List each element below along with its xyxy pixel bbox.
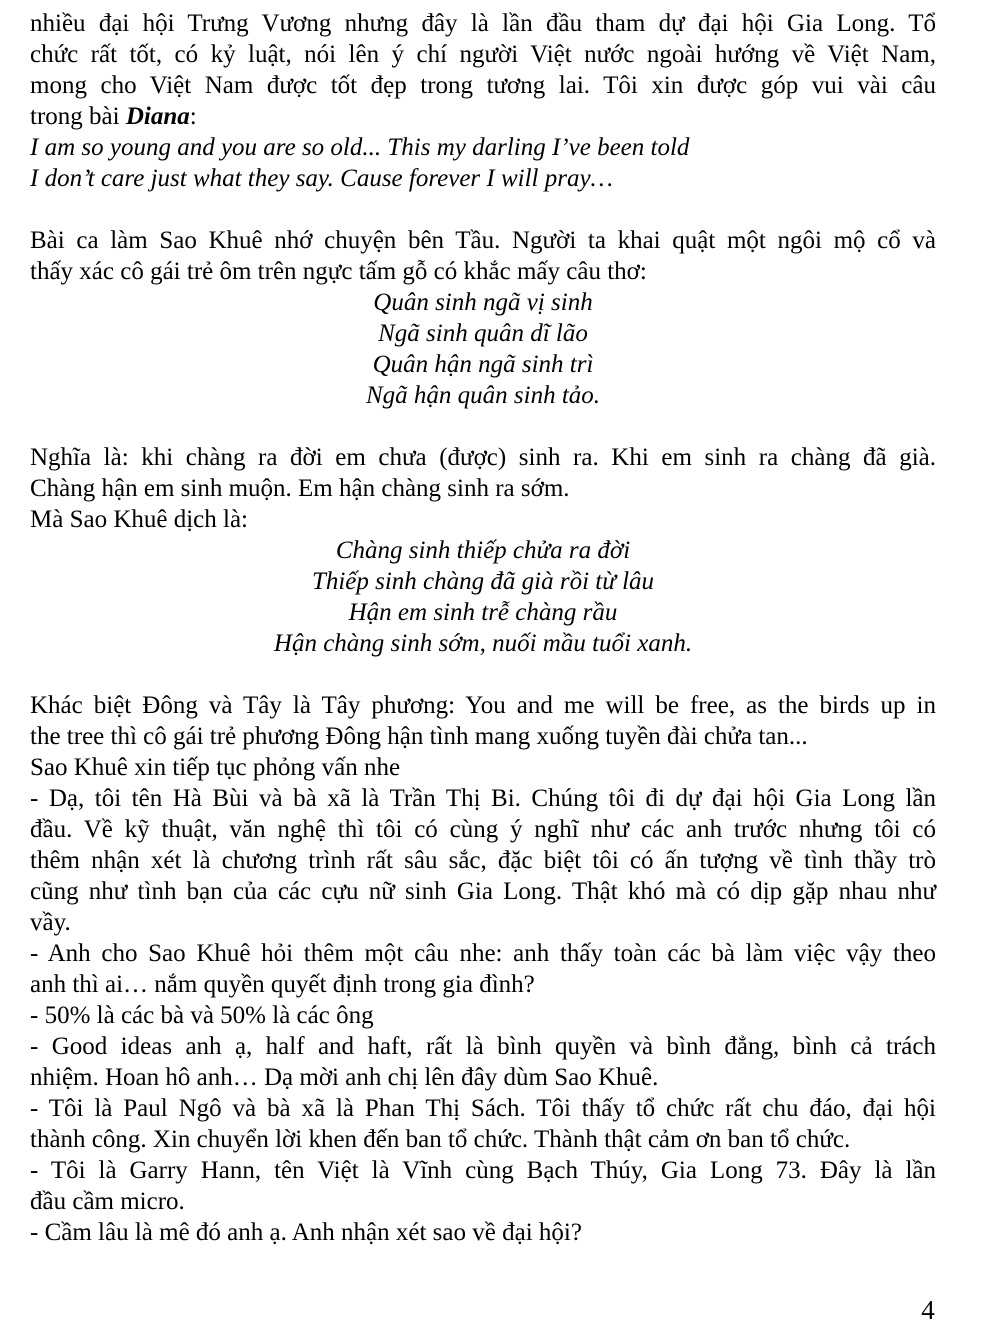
dialogue-line: - Good ideas anh ạ, half and haft, rất là bình quyền và bình đẳng, bình cả trách — [30, 1033, 936, 1060]
dialogue-line: vầy. — [30, 909, 71, 936]
poem-line: Ngã sinh quân dĩ lão — [378, 320, 588, 347]
dialogue-line: nhiệm. Hoan hô anh… Dạ mời anh chị lên đây dùm Sao Khuê. — [30, 1064, 659, 1091]
paragraph-line: chức rất tốt, có kỷ luật, nói lên ý chí người Việt nước ngoài hướng về Việt Nam, — [30, 41, 936, 68]
dialogue-line: đầu. Về kỹ thuật, văn nghệ thì tôi có cùng ý nghĩ như các anh trước nhưng tôi có — [30, 816, 936, 843]
blank-line — [30, 411, 936, 442]
poem-line: Quân hận ngã sinh trì — [372, 351, 594, 378]
dialogue-line: - Cầm lâu là mê đó anh ạ. Anh nhận xét sao về đại hội? — [30, 1219, 582, 1246]
body-text — [30, 8, 936, 1248]
dialogue-line: - Tôi là Garry Hann, tên Việt là Vĩnh cùng Bạch Thúy, Gia Long 73. Đây là lần — [30, 1157, 936, 1184]
text-span: : — [189, 103, 197, 130]
dialogue-line: - Anh cho Sao Khuê hỏi thêm một câu nhe: anh thấy toàn các bà làm việc vậy theo — [30, 940, 936, 967]
paragraph-line: Chàng hận em sinh muộn. Em hận chàng sinh ra sớm. — [30, 475, 570, 502]
song-title: Diana — [125, 103, 190, 130]
blank-line — [30, 659, 936, 690]
dialogue-line: thành công. Xin chuyển lời khen đến ban tổ chức. Thành thật cảm ơn ban tổ chức. — [30, 1126, 851, 1153]
dialogue-line: - 50% là các bà và 50% là các ông — [30, 1002, 374, 1029]
paragraph-line: the tree thì cô gái trẻ phương Đông hận tình mang xuống tuyền đài chửa tan... — [30, 723, 808, 750]
paragraph-line: Sao Khuê xin tiếp tục phỏng vấn nhe — [30, 754, 401, 781]
lyric-line: I am so young and you are so old... This my darling I’ve been told — [30, 134, 690, 161]
poem-line: Hận em sinh trễ chàng rầu — [348, 599, 618, 626]
paragraph-line: thấy xác cô gái trẻ ôm trên ngực tấm gỗ có khắc mấy câu thơ: — [30, 258, 647, 285]
page-number: 4 — [921, 1295, 935, 1325]
paragraph-line: Bài ca làm Sao Khuê nhớ chuyện bên Tầu. Người ta khai quật một ngôi mộ cổ và — [30, 227, 936, 254]
poem-line: Thiếp sinh chàng đã già rồi từ lâu — [311, 568, 655, 595]
paragraph-line: Mà Sao Khuê dịch là: — [30, 506, 249, 533]
dialogue-line: - Tôi là Paul Ngô và bà xã là Phan Thị Sách. Tôi thấy tổ chức rất chu đáo, đại hội — [30, 1095, 936, 1122]
text-span: trong bài — [30, 103, 126, 130]
blank-line — [30, 194, 936, 225]
dialogue-line: - Dạ, tôi tên Hà Bùi và bà xã là Trần Thị Bi. Chúng tôi đi dự đại hội Gia Long lần — [30, 785, 936, 812]
poem-line: Quân sinh ngã vị sinh — [373, 289, 593, 316]
poem-line: Chàng sinh thiếp chửa ra đời — [335, 537, 631, 564]
dialogue-line: thêm nhận xét là chương trình rất sâu sắc, đặc biệt tôi có ấn tượng về tình thầy trò — [30, 847, 936, 874]
poem-line: Ngã hận quân sinh tảo. — [365, 382, 601, 409]
paragraph-line: mong cho Việt Nam được tốt đẹp trong tương lai. Tôi xin được góp vui vài câu — [30, 72, 936, 99]
dialogue-line: đầu cầm micro. — [30, 1188, 185, 1215]
paragraph-line: Khác biệt Đông và Tây là Tây phương: You and me will be free, as the birds up in — [30, 692, 936, 719]
paragraph-line: nhiều đại hội Trưng Vương nhưng đây là lần đầu tham dự đại hội Gia Long. Tổ — [30, 10, 936, 37]
paragraph-line — [30, 101, 936, 132]
lyric-line: I don’t care just what they say. Cause forever I will pray… — [30, 165, 613, 192]
poem-line: Hận chàng sinh sớm, nuối mầu tuổi xanh. — [273, 630, 693, 657]
dialogue-line: cũng như tình bạn của các cựu nữ sinh Gia Long. Thật khó mà có dịp gặp nhau như — [30, 878, 936, 905]
dialogue-line: anh thì ai… nắm quyền quyết định trong gia đình? — [30, 971, 535, 998]
paragraph-line: Nghĩa là: khi chàng ra đời em chưa (được) sinh ra. Khi em sinh ra chàng đã già. — [30, 444, 936, 471]
